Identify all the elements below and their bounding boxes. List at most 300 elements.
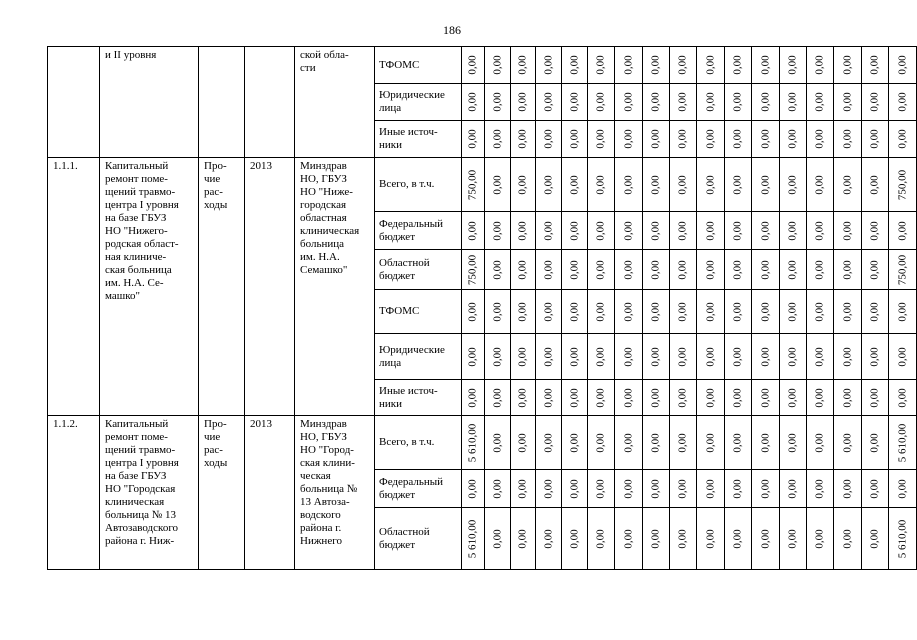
value-cell <box>615 212 643 250</box>
funding-source-cell: Всего, в т.ч. <box>375 158 462 212</box>
value-text: 0,00 <box>466 478 479 499</box>
funding-source-cell: ТФОМС <box>375 290 462 334</box>
value-cell <box>670 250 697 290</box>
value-cell <box>511 334 536 380</box>
value-cell <box>725 380 752 416</box>
value-cell <box>780 380 807 416</box>
table-row <box>48 158 917 212</box>
value-text: 0,00 <box>896 220 908 241</box>
value-text: 0,00 <box>568 92 580 112</box>
value-text: 0,00 <box>516 346 529 367</box>
value-text: 0,00 <box>466 346 479 367</box>
value-cell <box>780 47 807 84</box>
value-text: 0,00 <box>704 259 716 280</box>
value-text: 0,00 <box>841 528 853 549</box>
value-cell <box>780 508 807 570</box>
value-text: 0,00 <box>731 259 744 280</box>
item-year-cell: 2013 <box>245 158 295 416</box>
value-cell <box>697 416 725 470</box>
value-cell <box>889 334 917 380</box>
page-number: 186 <box>443 23 461 37</box>
value-cell <box>485 158 511 212</box>
value-text: 0,00 <box>813 92 826 112</box>
value-cell <box>536 334 562 380</box>
value-text: 0,00 <box>466 220 479 241</box>
value-cell <box>862 416 889 470</box>
item-year-cell: 2013 <box>245 416 295 570</box>
value-text: 0,00 <box>868 129 881 149</box>
value-cell <box>462 508 485 570</box>
value-cell <box>485 508 511 570</box>
value-cell <box>807 508 834 570</box>
value-cell <box>807 470 834 508</box>
value-text: 0,00 <box>731 346 744 367</box>
value-text: 0,00 <box>649 346 662 367</box>
value-text: 0,00 <box>841 301 853 322</box>
value-cell <box>780 290 807 334</box>
value-cell <box>670 470 697 508</box>
value-cell <box>462 47 485 84</box>
executor-cell: Минздрав НО, ГБУЗ НО "Город- ская клини- ческая больница № 13 Автоза- водского района г. Нижнего <box>295 416 375 570</box>
value-cell <box>643 84 670 121</box>
value-cell <box>462 158 485 212</box>
value-text: 0,00 <box>542 259 554 280</box>
value-text: 0,00 <box>594 220 607 241</box>
value-cell <box>485 334 511 380</box>
value-cell <box>807 158 834 212</box>
value-text: 0,00 <box>868 92 881 112</box>
value-cell <box>862 470 889 508</box>
value-text: 0,00 <box>568 174 580 195</box>
value-cell <box>562 334 588 380</box>
value-text: 0,00 <box>622 346 634 367</box>
value-cell <box>725 508 752 570</box>
value-text: 0,00 <box>704 129 716 149</box>
value-text: 0,00 <box>896 55 908 75</box>
value-text: 0,00 <box>542 528 554 549</box>
value-cell <box>862 380 889 416</box>
value-text: 0,00 <box>704 346 716 367</box>
value-cell <box>697 84 725 121</box>
value-cell <box>643 470 670 508</box>
value-cell <box>511 158 536 212</box>
value-text: 0,00 <box>466 92 479 112</box>
value-cell <box>462 334 485 380</box>
table-row <box>48 416 917 470</box>
value-text: 5 610,00 <box>896 423 908 462</box>
value-text: 0,00 <box>786 346 799 367</box>
value-text: 0,00 <box>622 220 634 241</box>
value-text: 0,00 <box>896 478 908 499</box>
value-cell <box>615 121 643 158</box>
value-cell <box>697 334 725 380</box>
value-cell <box>536 47 562 84</box>
value-cell <box>615 508 643 570</box>
value-cell <box>643 380 670 416</box>
value-text: 0,00 <box>786 432 799 453</box>
value-cell <box>780 250 807 290</box>
value-cell <box>615 158 643 212</box>
value-cell <box>511 121 536 158</box>
value-cell <box>889 47 917 84</box>
value-cell <box>615 290 643 334</box>
value-cell <box>511 212 536 250</box>
value-text: 0,00 <box>868 301 881 322</box>
value-text: 0,00 <box>516 432 529 453</box>
executor-cell: Минздрав НО, ГБУЗ НО "Ниже- городская областная клиническая больница им. Н.А. Семашко" <box>295 158 375 416</box>
value-cell <box>862 212 889 250</box>
value-text: 0,00 <box>868 432 881 453</box>
value-text: 0,00 <box>813 387 826 408</box>
value-cell <box>670 508 697 570</box>
value-text: 0,00 <box>759 259 771 280</box>
value-text: 0,00 <box>759 55 771 75</box>
value-text: 0,00 <box>704 528 716 549</box>
value-cell <box>697 508 725 570</box>
value-text: 5 610,00 <box>466 519 479 558</box>
value-text: 0,00 <box>813 55 826 75</box>
value-cell <box>725 334 752 380</box>
value-cell <box>862 508 889 570</box>
value-text: 0,00 <box>594 528 607 549</box>
value-cell <box>752 84 780 121</box>
value-text: 0,00 <box>676 55 689 75</box>
value-text: 0,00 <box>704 432 716 453</box>
value-cell <box>562 508 588 570</box>
value-cell <box>536 158 562 212</box>
value-cell <box>536 250 562 290</box>
value-cell <box>485 380 511 416</box>
value-text: 0,00 <box>841 387 853 408</box>
item-number-cell: 1.1.2. <box>48 416 100 570</box>
value-text: 0,00 <box>568 301 580 322</box>
expense-type-cell: Про- чие рас- ходы <box>199 416 245 570</box>
value-text: 0,00 <box>704 174 716 195</box>
value-cell <box>485 290 511 334</box>
value-cell <box>834 47 862 84</box>
value-text: 0,00 <box>786 387 799 408</box>
value-text: 0,00 <box>868 387 881 408</box>
value-text: 0,00 <box>491 259 503 280</box>
value-cell <box>834 380 862 416</box>
value-text: 0,00 <box>491 528 503 549</box>
value-text: 0,00 <box>813 129 826 149</box>
value-cell <box>536 508 562 570</box>
value-cell <box>697 380 725 416</box>
value-text: 0,00 <box>704 92 716 112</box>
value-cell <box>643 158 670 212</box>
value-cell <box>562 47 588 84</box>
funding-source-cell: Иные источ- ники <box>375 121 462 158</box>
value-cell <box>752 158 780 212</box>
value-text: 0,00 <box>676 92 689 112</box>
value-text: 0,00 <box>542 301 554 322</box>
value-cell <box>588 416 615 470</box>
value-cell <box>725 158 752 212</box>
value-cell <box>889 250 917 290</box>
value-text: 5 610,00 <box>896 519 908 558</box>
value-cell <box>889 416 917 470</box>
value-text: 0,00 <box>786 55 799 75</box>
value-text: 0,00 <box>542 220 554 241</box>
value-text: 0,00 <box>759 346 771 367</box>
value-cell <box>889 84 917 121</box>
value-cell <box>536 212 562 250</box>
value-cell <box>643 212 670 250</box>
value-text: 0,00 <box>649 432 662 453</box>
value-cell <box>536 470 562 508</box>
value-text: 0,00 <box>466 387 479 408</box>
value-cell <box>889 212 917 250</box>
value-text: 0,00 <box>759 478 771 499</box>
value-text: 0,00 <box>649 301 662 322</box>
value-text: 0,00 <box>594 478 607 499</box>
budget-table <box>47 46 917 570</box>
value-text: 0,00 <box>786 301 799 322</box>
value-cell <box>615 84 643 121</box>
value-cell <box>511 508 536 570</box>
value-text: 0,00 <box>622 528 634 549</box>
value-text: 0,00 <box>466 55 479 75</box>
value-text: 0,00 <box>676 387 689 408</box>
value-cell <box>588 212 615 250</box>
value-text: 750,00 <box>896 169 908 200</box>
value-text: 0,00 <box>649 387 662 408</box>
value-text: 0,00 <box>841 478 853 499</box>
value-cell <box>588 380 615 416</box>
value-text: 0,00 <box>542 346 554 367</box>
value-text: 0,00 <box>676 220 689 241</box>
value-text: 0,00 <box>813 174 826 195</box>
value-text: 0,00 <box>516 528 529 549</box>
value-text: 0,00 <box>649 528 662 549</box>
value-text: 0,00 <box>676 259 689 280</box>
value-cell <box>562 121 588 158</box>
value-text: 0,00 <box>676 478 689 499</box>
value-cell <box>562 158 588 212</box>
funding-source-cell: Областной бюджет <box>375 250 462 290</box>
funding-source-cell: Федеральный бюджет <box>375 212 462 250</box>
value-text: 0,00 <box>896 301 908 322</box>
value-cell <box>752 380 780 416</box>
value-cell <box>862 84 889 121</box>
value-cell <box>697 250 725 290</box>
value-cell <box>670 84 697 121</box>
value-text: 0,00 <box>491 174 503 195</box>
value-text: 0,00 <box>786 129 799 149</box>
value-cell <box>462 84 485 121</box>
value-text: 0,00 <box>896 92 908 112</box>
value-cell <box>752 416 780 470</box>
value-text: 0,00 <box>676 346 689 367</box>
value-cell <box>615 380 643 416</box>
value-text: 0,00 <box>813 346 826 367</box>
value-text: 0,00 <box>542 174 554 195</box>
value-text: 0,00 <box>868 174 881 195</box>
value-cell <box>462 470 485 508</box>
value-cell <box>615 250 643 290</box>
value-cell <box>485 121 511 158</box>
value-cell <box>862 47 889 84</box>
value-cell <box>807 47 834 84</box>
value-cell <box>807 290 834 334</box>
value-text: 0,00 <box>622 478 634 499</box>
value-text: 0,00 <box>568 55 580 75</box>
value-cell <box>670 380 697 416</box>
value-text: 0,00 <box>868 346 881 367</box>
value-text: 0,00 <box>896 346 908 367</box>
value-text: 0,00 <box>813 478 826 499</box>
value-text: 0,00 <box>731 478 744 499</box>
funding-source-cell: Всего, в т.ч. <box>375 416 462 470</box>
value-cell <box>834 121 862 158</box>
value-cell <box>643 121 670 158</box>
value-cell <box>834 212 862 250</box>
value-cell <box>588 158 615 212</box>
value-text: 0,00 <box>731 528 744 549</box>
value-cell <box>462 380 485 416</box>
value-cell <box>643 334 670 380</box>
value-text: 0,00 <box>516 174 529 195</box>
value-cell <box>780 158 807 212</box>
value-cell <box>834 334 862 380</box>
funding-source-cell: Областной бюджет <box>375 508 462 570</box>
value-cell <box>725 212 752 250</box>
value-text: 0,00 <box>491 92 503 112</box>
value-cell <box>834 290 862 334</box>
value-cell <box>643 47 670 84</box>
value-text: 0,00 <box>704 55 716 75</box>
value-text: 0,00 <box>594 174 607 195</box>
item-year-cell <box>245 47 295 158</box>
value-text: 0,00 <box>491 129 503 149</box>
value-text: 0,00 <box>704 301 716 322</box>
value-text: 0,00 <box>676 301 689 322</box>
value-text: 0,00 <box>786 220 799 241</box>
value-cell <box>697 290 725 334</box>
value-text: 0,00 <box>868 478 881 499</box>
value-cell <box>615 334 643 380</box>
table-row <box>48 47 917 84</box>
value-cell <box>697 47 725 84</box>
value-text: 0,00 <box>731 129 744 149</box>
value-text: 0,00 <box>841 346 853 367</box>
value-cell <box>485 250 511 290</box>
value-cell <box>588 84 615 121</box>
value-cell <box>725 47 752 84</box>
value-cell <box>511 380 536 416</box>
value-text: 0,00 <box>813 528 826 549</box>
value-cell <box>862 158 889 212</box>
value-cell <box>697 470 725 508</box>
value-cell <box>562 84 588 121</box>
value-text: 0,00 <box>759 432 771 453</box>
value-text: 0,00 <box>841 92 853 112</box>
value-cell <box>780 212 807 250</box>
value-text: 0,00 <box>841 432 853 453</box>
value-text: 0,00 <box>759 220 771 241</box>
value-text: 0,00 <box>491 346 503 367</box>
value-cell <box>670 212 697 250</box>
value-cell <box>862 121 889 158</box>
value-cell <box>725 470 752 508</box>
value-text: 0,00 <box>841 55 853 75</box>
value-text: 0,00 <box>516 220 529 241</box>
value-cell <box>462 290 485 334</box>
value-cell <box>697 121 725 158</box>
value-cell <box>807 250 834 290</box>
value-cell <box>485 47 511 84</box>
value-cell <box>752 47 780 84</box>
value-text: 0,00 <box>568 478 580 499</box>
value-cell <box>780 416 807 470</box>
value-text: 0,00 <box>568 387 580 408</box>
value-text: 0,00 <box>568 346 580 367</box>
value-text: 0,00 <box>594 55 607 75</box>
value-cell <box>807 380 834 416</box>
value-cell <box>889 121 917 158</box>
value-cell <box>615 47 643 84</box>
value-cell <box>462 212 485 250</box>
value-text: 0,00 <box>594 259 607 280</box>
value-cell <box>536 380 562 416</box>
value-text: 0,00 <box>491 220 503 241</box>
value-cell <box>485 212 511 250</box>
value-cell <box>670 334 697 380</box>
value-text: 0,00 <box>491 432 503 453</box>
value-cell <box>670 416 697 470</box>
value-text: 0,00 <box>568 528 580 549</box>
value-cell <box>562 290 588 334</box>
value-text: 0,00 <box>594 387 607 408</box>
funding-source-cell: ТФОМС <box>375 47 462 84</box>
value-cell <box>752 121 780 158</box>
value-cell <box>562 380 588 416</box>
value-text: 0,00 <box>813 301 826 322</box>
value-text: 0,00 <box>868 259 881 280</box>
value-cell <box>889 508 917 570</box>
value-text: 0,00 <box>868 55 881 75</box>
value-cell <box>462 121 485 158</box>
value-text: 0,00 <box>542 92 554 112</box>
value-cell <box>889 470 917 508</box>
value-text: 0,00 <box>491 478 503 499</box>
value-text: 0,00 <box>841 220 853 241</box>
value-text: 0,00 <box>542 387 554 408</box>
value-text: 0,00 <box>594 301 607 322</box>
value-cell <box>807 416 834 470</box>
value-text: 0,00 <box>542 432 554 453</box>
value-text: 0,00 <box>622 301 634 322</box>
value-text: 0,00 <box>491 55 503 75</box>
value-text: 0,00 <box>786 528 799 549</box>
value-text: 0,00 <box>676 129 689 149</box>
value-text: 750,00 <box>466 169 479 200</box>
value-cell <box>511 290 536 334</box>
value-cell <box>485 416 511 470</box>
value-text: 0,00 <box>759 301 771 322</box>
value-text: 0,00 <box>516 129 529 149</box>
value-cell <box>834 470 862 508</box>
value-text: 0,00 <box>649 174 662 195</box>
value-cell <box>485 84 511 121</box>
value-cell <box>462 250 485 290</box>
value-cell <box>834 250 862 290</box>
value-cell <box>562 212 588 250</box>
value-cell <box>670 47 697 84</box>
value-cell <box>536 416 562 470</box>
item-name-cell: Капитальный ремонт поме- щений травмо- центра I уровня на базе ГБУЗ НО "Нижего- родская област- ная клиниче- ская больница им. Н.А. Се- машко" <box>100 158 199 416</box>
